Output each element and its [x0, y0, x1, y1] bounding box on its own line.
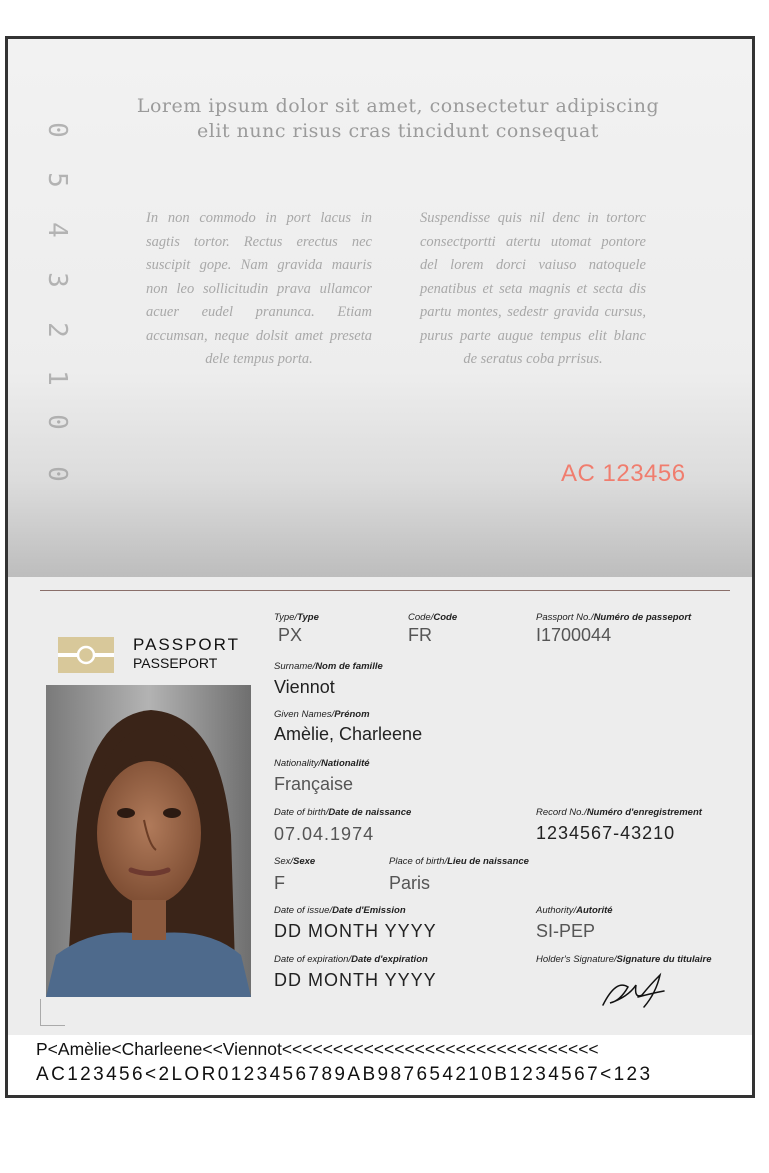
vertical-digit: 4: [42, 222, 72, 238]
holder-photo: [46, 685, 251, 997]
nationality-label: Nationality/Nationalité: [274, 758, 370, 769]
sex-value: F: [274, 873, 285, 893]
vertical-digit: 0: [42, 414, 72, 430]
mrz-line-2: AC123456<2LOR0123456789AB987654210B1234567<123: [36, 1064, 653, 1085]
page-title: Lorem ipsum dolor sit amet, consectetur adipiscing elit nunc risus cras tincidunt consequat: [136, 95, 660, 142]
given-names-label: Given Names/Prénom: [274, 709, 370, 720]
date-of-expiration-value: DD MONTH YYYY: [274, 970, 437, 990]
passport-title-en: PASSPORT: [133, 635, 241, 654]
passport-title-fr: PASSEPORT: [133, 655, 218, 671]
vertical-digit: 0: [42, 122, 72, 138]
vertical-digit: 3: [42, 272, 72, 288]
type-label: Type/Type: [274, 612, 319, 623]
place-of-birth-value: Paris: [389, 873, 431, 893]
nationality-value: Française: [274, 774, 354, 794]
signature-label: Holder's Signature/Signature du titulaire: [536, 954, 712, 965]
corner-mark: [40, 999, 65, 1026]
date-of-issue-value: DD MONTH YYYY: [274, 921, 437, 941]
passport-no-label: Passport No./Numéro de passeport: [536, 612, 692, 623]
surname-label: Surname/Nom de famille: [274, 661, 383, 672]
vertical-digit: 5: [42, 172, 72, 188]
passport-page: [5, 36, 755, 1098]
holder-signature: [598, 967, 668, 1013]
date-of-issue-label: Date of issue/Date d'Emission: [274, 905, 406, 916]
authority-value: SI-PEP: [536, 921, 596, 941]
sex-label: Sex/Sexe: [274, 856, 316, 867]
authority-label: Authority/Autorité: [536, 905, 613, 916]
dob-label: Date of birth/Date de naissance: [274, 807, 412, 818]
mrz-line-1: P<Amèlie<Charleene<<Viennot<<<<<<<<<<<<<<<<<<<<<<<<<<<<<<<: [36, 1039, 599, 1059]
right-text-column: Suspendisse quis nil denc in tortorc consectportti atertu utomat pontore del lorem dorci vaiuso natoquele penatibus et seta magnis et secta dis partu montes, sedestr gravida cursus, purus parte augue tempus elit blanc de seratus coba prrisus.: [420, 210, 646, 367]
vertical-digit: 2: [42, 322, 72, 338]
serial-number: AC 123456: [561, 460, 686, 487]
code-value: FR: [408, 625, 432, 645]
passport-no-value: I1700044: [536, 625, 612, 645]
upper-page: [8, 39, 752, 577]
divider: [40, 590, 730, 591]
surname-value: Viennot: [274, 677, 335, 697]
machine-readable-zone: [8, 1035, 752, 1098]
type-value: PX: [278, 625, 303, 645]
place-of-birth-label: Place of birth/Lieu de naissance: [389, 856, 529, 867]
given-names-value: Amèlie, Charleene: [274, 724, 423, 744]
record-no-value: 1234567-43210: [536, 823, 676, 843]
record-no-label: Record No./Numéro d'enregistrement: [536, 807, 702, 818]
code-label: Code/Code: [408, 612, 458, 623]
dob-value: 07.04.1974: [274, 824, 375, 844]
vertical-digit: 0: [42, 466, 72, 482]
vertical-digit: 1: [42, 370, 72, 386]
left-text-column: In non commodo in port lacus in sagtis tortor. Rectus erectus nec suscipit gope. Nam gravida mauris non leo sollicitudin prava ullamcor acuer eudel pranunca. Etiam accumsan, neque dolsit amet preseta dele tempus porta.: [146, 210, 372, 367]
date-of-expiration-label: Date of expiration/Date d'expiration: [274, 954, 428, 965]
chip-icon: [58, 637, 114, 673]
